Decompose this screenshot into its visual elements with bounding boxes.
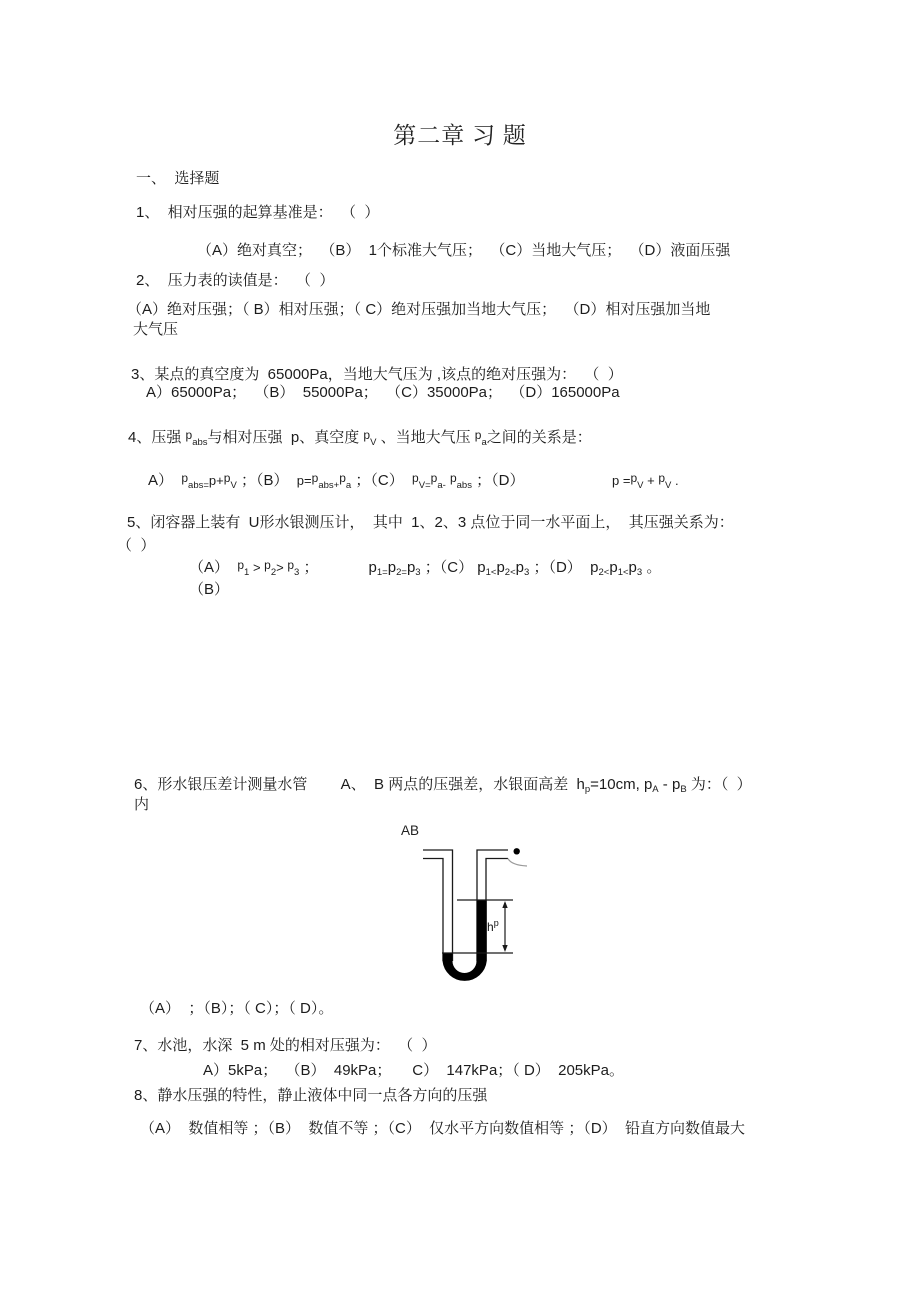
question-4-stem bbox=[128, 427, 592, 451]
text-fragment: 3 bbox=[636, 567, 643, 578]
text-fragment: p bbox=[430, 471, 438, 485]
text-fragment: p bbox=[223, 471, 231, 485]
text-fragment: - bbox=[442, 480, 446, 491]
text-fragment: p bbox=[368, 559, 377, 576]
text-fragment: abs bbox=[188, 480, 204, 491]
tube-walls bbox=[423, 850, 508, 961]
text-fragment: ；（D） bbox=[471, 472, 525, 489]
text-fragment: V bbox=[418, 480, 426, 491]
text-fragment: 3、某点的真空度为 65000Pa，当地大气压为 ,该点的绝对压强为： （ ） bbox=[131, 366, 623, 383]
text-fragment: abs bbox=[318, 480, 334, 491]
text-fragment: 之间的关系是： bbox=[486, 429, 592, 446]
height-dimension-arrow bbox=[502, 901, 507, 952]
text-fragment: p bbox=[406, 559, 416, 576]
text-fragment: 为：（ ） bbox=[686, 776, 752, 793]
text-fragment: （A） 数值相等 ；（B） 数值不等 ；（C） 仅水平方向数值相等 ；（D） 铅直方向数值最大 bbox=[140, 1120, 746, 1137]
text-fragment bbox=[319, 559, 369, 576]
text-fragment: p = bbox=[612, 473, 631, 488]
text-fragment: A）5kPa； （B） 49kPa； C） 147kPa；（ D） 205kPa。 bbox=[203, 1062, 624, 1079]
text-fragment: > bbox=[276, 560, 288, 575]
text-fragment: （B） bbox=[189, 581, 230, 598]
text-fragment: p bbox=[584, 784, 591, 795]
text-fragment: p bbox=[630, 471, 638, 485]
text-fragment: p bbox=[474, 428, 482, 442]
question-5-answer-paren bbox=[117, 537, 155, 554]
text-fragment: 7、水池，水深 5 m 处的相对压强为： （ ） bbox=[134, 1037, 437, 1054]
pressure-tap-dot bbox=[514, 848, 520, 854]
text-fragment: （A）绝对压强；（ B）相对压强；（ C）绝对压强加当地大气压； （D）相对压强加当地 bbox=[127, 301, 711, 318]
text-fragment: = bbox=[401, 567, 407, 578]
page-title: 第二章 习 题 bbox=[393, 123, 527, 148]
text-fragment: ；（C） bbox=[351, 472, 413, 489]
question-1-stem bbox=[136, 204, 379, 221]
text-fragment: =10cm, p bbox=[590, 776, 653, 793]
text-fragment: （ ） bbox=[117, 537, 156, 554]
text-fragment: = bbox=[203, 480, 209, 491]
text-fragment: a bbox=[481, 437, 487, 448]
question-2-options-line1 bbox=[127, 301, 710, 318]
text-fragment: < bbox=[622, 567, 629, 578]
text-fragment: ；（C） bbox=[420, 559, 478, 576]
text-fragment: - p bbox=[658, 776, 681, 793]
text-fragment: = bbox=[425, 480, 431, 491]
question-3-options bbox=[146, 384, 620, 401]
text-fragment: 一、 选择题 bbox=[136, 170, 220, 187]
text-fragment: p bbox=[237, 558, 245, 572]
text-fragment: p= bbox=[296, 473, 312, 488]
text-fragment: a bbox=[437, 480, 443, 491]
question-5-stem bbox=[127, 514, 734, 531]
text-fragment: 3 bbox=[524, 567, 530, 578]
text-fragment: abs bbox=[456, 480, 472, 491]
text-fragment: p bbox=[181, 471, 189, 485]
text-fragment: a bbox=[345, 480, 352, 491]
text-fragment: < bbox=[603, 567, 610, 578]
text-fragment: 1 bbox=[485, 567, 491, 578]
text-fragment: p bbox=[185, 428, 193, 442]
text-fragment: p bbox=[515, 559, 524, 576]
text-fragment: 3 bbox=[415, 567, 421, 578]
text-fragment: p bbox=[658, 471, 665, 485]
section-heading bbox=[136, 170, 219, 187]
text-fragment: （A） ；（B）；（ C）；（ D）。 bbox=[140, 1000, 334, 1017]
text-fragment: ；（B） bbox=[236, 472, 297, 489]
text-fragment: 。 bbox=[642, 559, 662, 576]
text-fragment: A）65000Pa； （B） 55000Pa； （C）35000Pa； （D）165000Pa bbox=[146, 384, 620, 401]
question-6-answers bbox=[140, 1000, 333, 1017]
text-fragment: 内 bbox=[134, 796, 150, 813]
question-5-options bbox=[189, 557, 661, 581]
text-fragment: ；（D） bbox=[529, 559, 591, 576]
text-fragment: 1、 相对压强的起算基准是： （ ） bbox=[136, 204, 380, 221]
text-fragment: p bbox=[477, 559, 486, 576]
text-fragment: （A） bbox=[189, 559, 238, 576]
text-fragment: 1 bbox=[376, 567, 383, 578]
text-fragment: abs bbox=[192, 437, 208, 448]
text-fragment: 2 bbox=[396, 567, 402, 578]
question-3-stem bbox=[131, 366, 623, 383]
text-fragment: p bbox=[590, 559, 599, 576]
text-fragment: p bbox=[449, 471, 457, 485]
text-fragment: p bbox=[412, 471, 419, 485]
text-fragment: 4、压强 bbox=[128, 429, 186, 446]
text-fragment: + bbox=[333, 480, 340, 491]
question-4-options bbox=[148, 470, 679, 494]
question-6-stem bbox=[134, 776, 752, 798]
text-fragment: 8、静水压强的特性，静止液体中同一点各方向的压强 bbox=[134, 1087, 488, 1104]
text-fragment: p bbox=[387, 559, 397, 576]
question-5-option-b bbox=[189, 581, 229, 598]
question-7-stem bbox=[134, 1037, 437, 1054]
height-label bbox=[487, 918, 499, 934]
text-fragment: p bbox=[311, 471, 319, 485]
text-fragment: . bbox=[671, 473, 679, 488]
text-fragment: 与相对压强 p、真空度 bbox=[207, 429, 364, 446]
text-fragment: > bbox=[249, 560, 265, 575]
text-fragment: < bbox=[510, 567, 516, 578]
text-fragment: V bbox=[665, 480, 672, 491]
text-fragment: < bbox=[490, 567, 497, 578]
text-fragment: V bbox=[230, 480, 237, 491]
text-fragment: p bbox=[496, 559, 505, 576]
text-fragment: 2、 压力表的读值是： （ ） bbox=[136, 272, 335, 289]
text-fragment: p bbox=[287, 558, 295, 572]
text-fragment: 、当地大气压 bbox=[376, 429, 475, 446]
text-fragment: 大气压 bbox=[133, 321, 179, 338]
text-fragment: 3 bbox=[294, 567, 300, 578]
outlet-curve bbox=[508, 859, 527, 867]
height-label-h: h bbox=[487, 920, 494, 934]
text-fragment: p+ bbox=[208, 473, 224, 488]
text-fragment: p bbox=[339, 471, 346, 485]
question-2-stem bbox=[136, 272, 334, 289]
text-fragment: 2 bbox=[504, 567, 511, 578]
text-fragment: p bbox=[609, 559, 618, 576]
question-8-stem bbox=[134, 1087, 487, 1104]
text-fragment: B bbox=[680, 784, 687, 795]
text-fragment: 6、形水银压差计测量水管 A、 B 两点的压强差，水银面高差 h bbox=[134, 776, 585, 793]
question-7-options bbox=[203, 1062, 624, 1079]
question-8-options bbox=[140, 1120, 745, 1137]
mercury-column bbox=[443, 900, 486, 980]
text-fragment: + bbox=[643, 473, 659, 488]
text-fragment: = bbox=[382, 567, 388, 578]
text-fragment: p bbox=[628, 559, 637, 576]
text-fragment bbox=[524, 472, 612, 489]
question-1-options bbox=[197, 242, 730, 259]
text-fragment: p bbox=[264, 558, 271, 572]
height-label-sup: p bbox=[493, 918, 499, 928]
text-fragment: A bbox=[652, 784, 659, 795]
question-6-stem-line2 bbox=[134, 796, 149, 813]
text-fragment: A） bbox=[148, 472, 182, 489]
text-fragment: 1 bbox=[244, 567, 250, 578]
text-fragment: （A）绝对真空； （B） 1个标准大气压； （C）当地大气压； （D）液面压强 bbox=[197, 242, 731, 259]
text-fragment: p bbox=[363, 428, 371, 442]
u-tube-manometer-diagram bbox=[398, 818, 578, 996]
text-fragment: 1 bbox=[617, 567, 623, 578]
text-fragment: V bbox=[637, 480, 644, 491]
text-fragment: 2 bbox=[598, 567, 604, 578]
text-fragment: 5、闭容器上装有 U形水银测压计， 其中 1、2、3 点位于同一水平面上， 其压强关系为： bbox=[127, 514, 734, 531]
text-fragment: ； bbox=[299, 559, 319, 576]
text-fragment: 2 bbox=[270, 567, 277, 578]
question-2-options-line2 bbox=[133, 321, 178, 338]
diagram-ab-label: AB bbox=[401, 823, 420, 838]
text-fragment: V bbox=[370, 437, 377, 448]
